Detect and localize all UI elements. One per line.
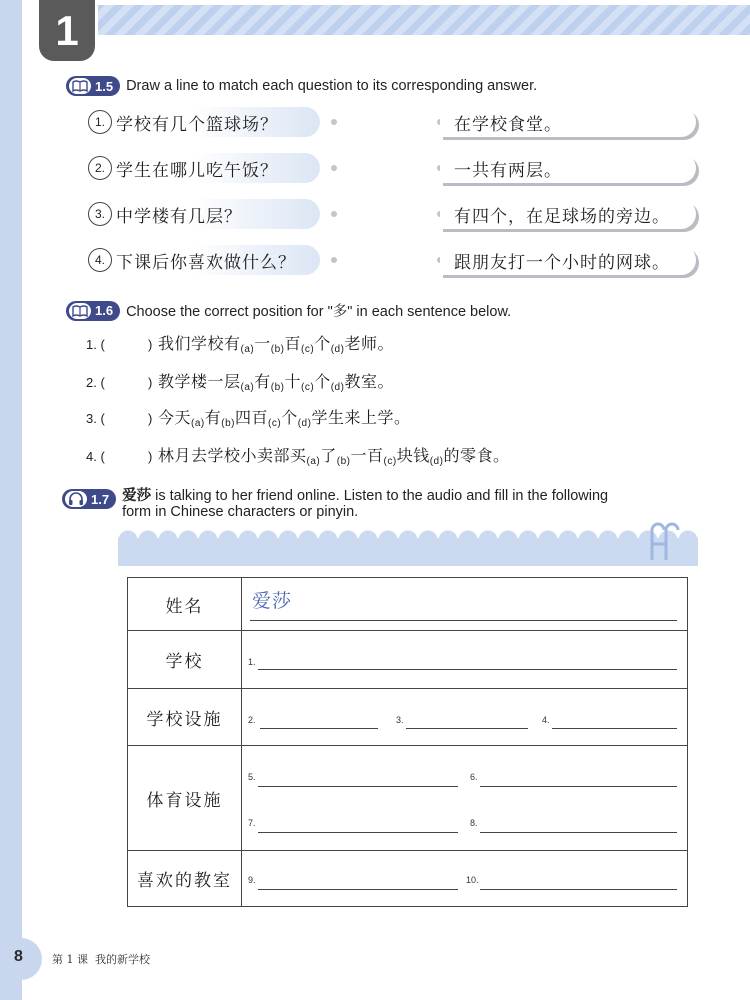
handwritten-answer: 爱莎 (252, 590, 293, 612)
blank-number: 5. (248, 772, 256, 782)
form-row-sports (128, 746, 688, 851)
book-icon (69, 303, 91, 319)
sentence-part: 的零食。 (443, 446, 510, 465)
instruction-text: Choose the correct position for "多" in each sentence below. (126, 304, 512, 320)
position-marker: (d) (429, 456, 444, 467)
question-number: 1. (88, 110, 112, 134)
position-marker: (b) (221, 418, 235, 429)
match-dot-left[interactable] (331, 165, 337, 171)
instruction-text: Draw a line to match each question to its corresponding answer. (126, 78, 538, 94)
sentence-part: 教室。 (344, 372, 394, 391)
position-marker: (b) (270, 382, 285, 393)
answer-line[interactable] (258, 669, 677, 670)
sentence-number: 4. ( (86, 449, 105, 464)
blank-number: 1. (248, 657, 256, 667)
sentence-number: 1. ( (86, 337, 105, 352)
close-paren: ) (148, 449, 153, 464)
section-badge (66, 301, 120, 321)
answer-1 (440, 107, 696, 137)
answer-line[interactable] (260, 728, 378, 729)
sentence-part: 我们学校有 (158, 334, 241, 353)
instruction-line1: is talking to her friend online. Listen to the audio and fill in the following (151, 488, 609, 504)
sentence-part: 个 (314, 334, 331, 353)
form-label: 体育设施 (128, 746, 242, 851)
answer-line[interactable] (250, 620, 677, 621)
form-label: 姓名 (128, 578, 242, 631)
section-1-7-header (62, 488, 608, 520)
position-marker: (c) (383, 456, 397, 467)
question-number: 4. (88, 248, 112, 272)
position-marker: (d) (330, 382, 345, 393)
question-4 (88, 245, 320, 275)
close-paren: ) (148, 411, 153, 426)
question-3 (88, 199, 320, 229)
badge-label: 1.6 (95, 303, 114, 318)
form-row-facilities (128, 689, 688, 746)
badge-label: 1.5 (95, 78, 114, 94)
blank-number: 9. (248, 875, 256, 885)
listening-form (127, 577, 688, 907)
form-row-name (128, 578, 688, 631)
sentence-part: 块钱 (396, 446, 430, 465)
sentence-part: 一 (254, 334, 271, 353)
question-1 (88, 107, 320, 137)
sentence-part: 个 (281, 408, 298, 427)
sentence-2 (86, 369, 394, 393)
sentence-number: 2. ( (86, 375, 105, 390)
sentence-part: 有 (204, 408, 222, 427)
match-dot-left[interactable] (331, 211, 337, 217)
form-label: 学校 (128, 631, 242, 689)
position-marker: (c) (301, 382, 315, 393)
question-number: 2. (88, 156, 112, 180)
blank-number: 2. (248, 715, 256, 725)
blank-number: 10. (466, 875, 479, 885)
instruction-line2: form in Chinese characters or pinyin. (122, 504, 359, 520)
book-icon (69, 78, 91, 94)
position-marker: (b) (336, 456, 351, 467)
form-label: 学校设施 (128, 689, 242, 746)
instruction-text (122, 488, 608, 520)
answer-3 (440, 199, 696, 229)
question-2 (88, 153, 320, 183)
answer-line[interactable] (480, 786, 677, 787)
blank-number: 3. (396, 715, 404, 725)
badge-label: 1.7 (91, 491, 110, 507)
page-number: 8 (14, 948, 23, 965)
answer-text: 在学校食堂。 (454, 114, 562, 135)
section-badge (66, 76, 120, 96)
sentence-part: 一百 (350, 446, 384, 465)
match-dot-left[interactable] (331, 257, 337, 263)
form-row-favorite-classroom (128, 851, 688, 907)
question-text: 中学楼有几层？ (116, 206, 242, 227)
position-marker: (b) (270, 344, 285, 355)
close-paren: ) (148, 337, 153, 352)
sentence-part: 学生来上学。 (311, 408, 411, 427)
answer-text: 跟朋友打一个小时的网球。 (454, 252, 670, 273)
answer-line[interactable] (406, 728, 528, 729)
position-marker: (d) (297, 418, 312, 429)
answer-2 (440, 153, 696, 183)
lesson-number: 第 1 课 (52, 953, 88, 966)
sentence-part: 十 (284, 372, 302, 391)
sentence-4 (86, 443, 509, 467)
blank-number: 6. (470, 772, 478, 782)
sentence-part: 百 (284, 334, 302, 353)
form-label: 喜欢的教室 (128, 851, 242, 907)
match-dot-left[interactable] (331, 119, 337, 125)
section-badge (62, 489, 116, 509)
position-marker: (c) (301, 344, 315, 355)
blank-number: 7. (248, 818, 256, 828)
answer-line[interactable] (258, 832, 458, 833)
footer-lesson (52, 951, 150, 967)
question-text: 学校有几个篮球场？ (116, 114, 278, 135)
section-1-6-header (66, 300, 511, 321)
blank-number: 4. (542, 715, 550, 725)
pool-ladder-icon (644, 520, 684, 564)
answer-text: 一共有两层。 (454, 160, 562, 181)
blank-number: 8. (470, 818, 478, 828)
answer-line[interactable] (480, 832, 677, 833)
sentence-part: 教学楼一层 (158, 372, 241, 391)
close-paren: ) (148, 375, 153, 390)
instruction-name: 爱莎 (122, 487, 152, 504)
sentence-number: 3. ( (86, 411, 105, 426)
question-text: 学生在哪儿吃午饭？ (116, 160, 278, 181)
sentence-part: 四百 (235, 408, 269, 427)
answer-line[interactable] (258, 889, 458, 890)
position-marker: (c) (268, 418, 282, 429)
answer-4 (440, 245, 696, 275)
top-decorative-band (95, 5, 750, 35)
sentence-part: 林月去学校小卖部买 (158, 446, 307, 465)
position-marker: (a) (240, 382, 255, 393)
headphones-icon (65, 491, 87, 507)
question-text: 下课后你喜欢做什么？ (116, 252, 296, 273)
position-marker: (a) (306, 456, 321, 467)
wave-band (118, 538, 698, 566)
unit-number: 1 (55, 6, 79, 54)
lesson-title: 我的新学校 (95, 953, 150, 966)
position-marker: (d) (330, 344, 345, 355)
page-margin-band (0, 0, 22, 1000)
sentence-3 (86, 405, 410, 429)
sentence-part: 个 (314, 372, 331, 391)
answer-text: 有四个，在足球场的旁边。 (454, 206, 670, 227)
section-1-5-header (66, 76, 537, 96)
sentence-part: 今天 (158, 408, 192, 427)
sentence-part: 了 (320, 446, 337, 465)
sentence-1 (86, 331, 394, 355)
sentence-part: 老师。 (344, 334, 394, 353)
position-marker: (a) (240, 344, 255, 355)
answer-line[interactable] (258, 786, 458, 787)
sentence-part: 有 (254, 372, 271, 391)
answer-line[interactable] (552, 728, 677, 729)
position-marker: (a) (191, 418, 205, 429)
form-row-school (128, 631, 688, 689)
unit-number-tab (36, 0, 98, 64)
question-number: 3. (88, 202, 112, 226)
answer-line[interactable] (480, 889, 677, 890)
